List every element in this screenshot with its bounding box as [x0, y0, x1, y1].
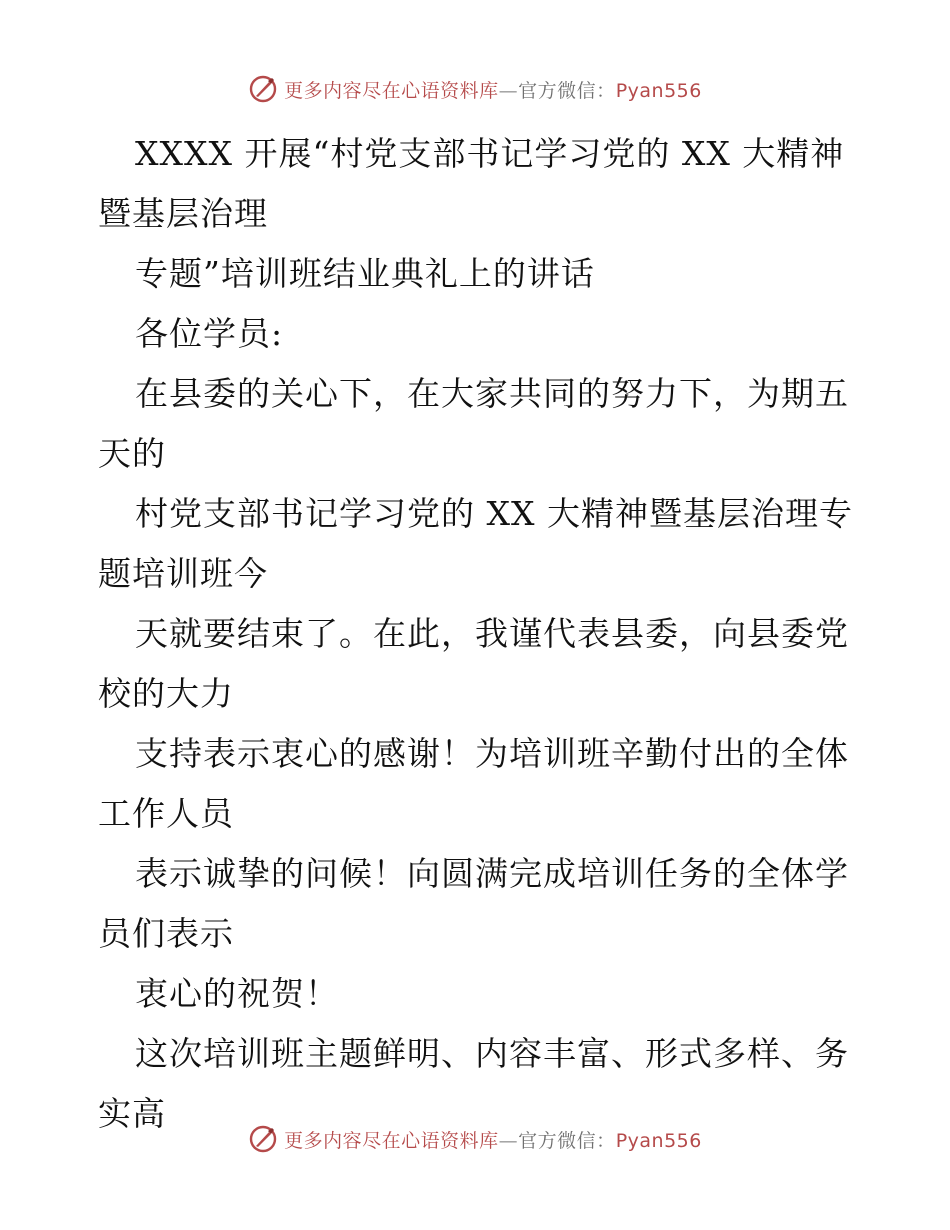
doc-line: XXXX 开展“村党支部书记学习党的 XX 大精神 [135, 134, 845, 173]
doc-line: 各位学员: [135, 314, 284, 353]
doc-line: 校的大力 [98, 674, 234, 713]
doc-line: 在县委的关心下，在大家共同的努力下，为期五 [135, 374, 849, 413]
quill-logo-icon [248, 1124, 278, 1154]
watermark-site: 更多内容尽在心语资料库 [284, 79, 499, 102]
doc-line: 村党支部书记学习党的 XX 大精神暨基层治理专 [135, 494, 853, 533]
doc-line: 支持表示衷心的感谢！为培训班辛勤付出的全体 [135, 734, 849, 773]
doc-line: 天就要结束了。在此，我谨代表县委，向县委党 [135, 614, 849, 653]
doc-line: 天的 [98, 434, 166, 473]
quill-logo-icon [248, 74, 278, 104]
watermark-wechat-label: 官方微信： [518, 79, 616, 102]
footer-watermark [0, 1124, 950, 1154]
header-watermark [0, 74, 950, 104]
doc-line: 衷心的祝贺！ [135, 974, 339, 1013]
doc-line: 这次培训班主题鲜明、内容丰富、形式多样、务 [135, 1034, 849, 1073]
doc-line: 专题”培训班结业典礼上的讲话 [135, 254, 595, 293]
watermark-dash: — [498, 1129, 519, 1152]
watermark-wechat-id: Pyan556 [615, 1129, 702, 1152]
doc-line: 员们表示 [98, 914, 234, 953]
doc-line: 暨基层治理 [98, 194, 268, 233]
watermark-wechat-label: 官方微信： [518, 1129, 616, 1152]
watermark-dash: — [498, 79, 519, 102]
document-body [98, 124, 858, 1144]
doc-line: 题培训班今 [98, 554, 268, 593]
doc-line: 工作人员 [98, 794, 234, 833]
doc-line: 实高 [98, 1094, 166, 1133]
watermark-site: 更多内容尽在心语资料库 [284, 1129, 499, 1152]
watermark-wechat-id: Pyan556 [615, 79, 702, 102]
doc-line: 表示诚挚的问候！向圆满完成培训任务的全体学 [135, 854, 849, 893]
